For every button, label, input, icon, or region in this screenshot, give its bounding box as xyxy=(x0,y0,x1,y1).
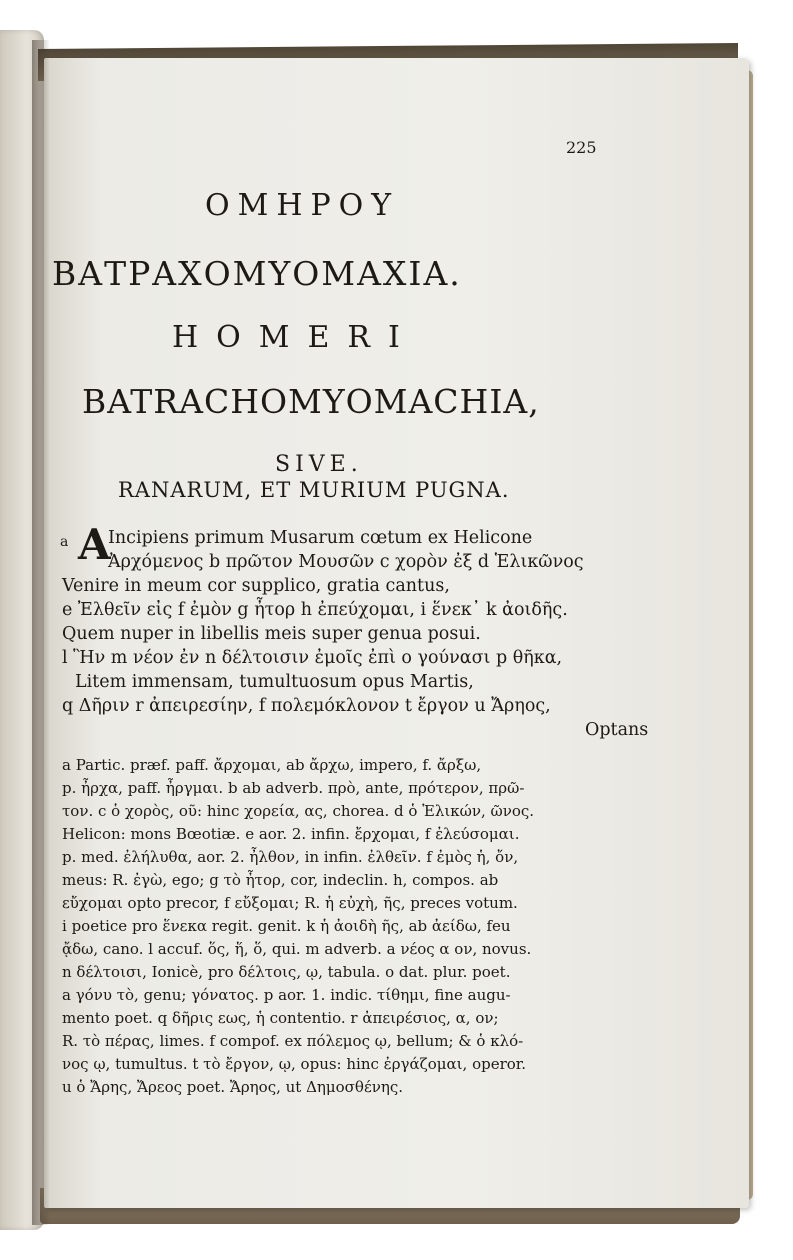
title-sive: SIVE. xyxy=(275,452,363,477)
verse-line: q Δῆριν r ἀπειρεσίην, f πολεμόκλονον t ἔργον u Ἄρηος, xyxy=(62,696,551,716)
note-line: i poetice pro ἕνεκα regit. genit. k ἡ ἀοιδὴ ῆς, ab ἀείδω, feu xyxy=(62,917,511,935)
note-line: a γόνυ τὸ, genu; γόνατος. p aor. 1. indic. τίθημι, fine augu- xyxy=(62,986,511,1004)
subtitle: RANARUM, ET MURIUM PUGNA. xyxy=(118,478,510,502)
title-greek-batrachomyomachia: ΒΑΤΡΑΧΟΜΥΟΜΑΧΙΑ. xyxy=(52,254,462,293)
note-line: ᾄδω, cano. l accuf. ὅς, ἥ, ὅ, qui. m adverb. a νέος α ον, novus. xyxy=(62,940,532,958)
note-line: meus: R. ἐγὼ, ego; g τὸ ἦτορ, cor, indeclin. h, compos. ab xyxy=(62,871,499,889)
verse-line: l Ἣν m νέον ἐν n δέλτοισιν ἐμοῖς ἐπὶ o γούνασι p θῆκα, xyxy=(62,648,563,668)
note-line: p. med. ἐλήλυθα, aor. 2. ἦλθον, in infin. ἐλθεῖν. f ἐμὸς ἡ, ὄν, xyxy=(62,848,519,866)
note-line: a Partic. præf. paff. ἄρχομαι, ab ἄρχω, impero, f. ἄρξω, xyxy=(62,756,482,774)
spine-shadow xyxy=(32,40,50,1225)
drop-cap: A xyxy=(78,520,111,569)
note-line: τον. c ὁ χορὸς, οῦ: hinc χορεία, ας, chorea. d ὁ Ἑλικών, ῶνος. xyxy=(62,802,535,820)
verse-line: Litem immensam, tumultuosum opus Martis, xyxy=(75,672,474,692)
note-line: Helicon: mons Bœotiæ. e aor. 2. infin. ἔρχομαι, f ἐλεύσομαι. xyxy=(62,825,520,843)
note-line: mento poet. q δῆρις εως, ἡ contentio. r ἀπειρέσιος, α, ον; xyxy=(62,1009,499,1027)
note-line: R. τὸ πέρας, limes. f compof. ex πόλεμος ῳ, bellum; & ὁ κλό- xyxy=(62,1032,524,1050)
title-greek-homer: ΟΜΗΡΟΥ xyxy=(205,188,400,223)
verse-catchword: Optans xyxy=(585,720,649,740)
note-line: u ὁ Ἄρης, Ἄρεος poet. Ἄρηος, ut Δημοσθένης. xyxy=(62,1078,404,1096)
drop-cap-note-marker: a xyxy=(60,534,69,550)
verse-line: e Ἐλθεῖν εἰς f ἐμὸν g ἦτορ h ἐπεύχομαι, i ἕνεκ᾽ k ἀοιδῆς. xyxy=(62,600,568,620)
verse-line: Quem nuper in libellis meis super genua posui. xyxy=(62,624,481,644)
title-latin-homeri: HOMERI xyxy=(172,320,418,355)
note-line: n δέλτοισι, Ionicè, pro δέλτοις, ῳ, tabula. o dat. plur. poet. xyxy=(62,963,511,981)
verse-line: Ἀρχόμενος b πρῶτον Μουσῶν c χορὸν ἐξ d Ἑλικῶνος xyxy=(108,552,584,572)
note-line: νος ῳ, tumultus. t τὸ ἔργον, ῳ, opus: hinc ἐργάζομαι, operor. xyxy=(62,1055,527,1073)
verse-line: Incipiens primum Musarum cœtum ex Helicone xyxy=(108,528,533,548)
note-line: εὔχομαι opto precor, f εὔξομαι; R. ἡ εὐχὴ, ῆς, preces votum. xyxy=(62,894,518,912)
page-number: 225 xyxy=(566,138,597,157)
verse-line: Venire in meum cor supplico, gratia cantus, xyxy=(62,576,450,596)
title-latin-batrachomyomachia: BATRACHOMYOMACHIA, xyxy=(82,382,540,421)
note-line: p. ἦρχα, paff. ἦργμαι. b ab adverb. πρὸ, ante, πρότερον, πρῶ- xyxy=(62,779,525,797)
